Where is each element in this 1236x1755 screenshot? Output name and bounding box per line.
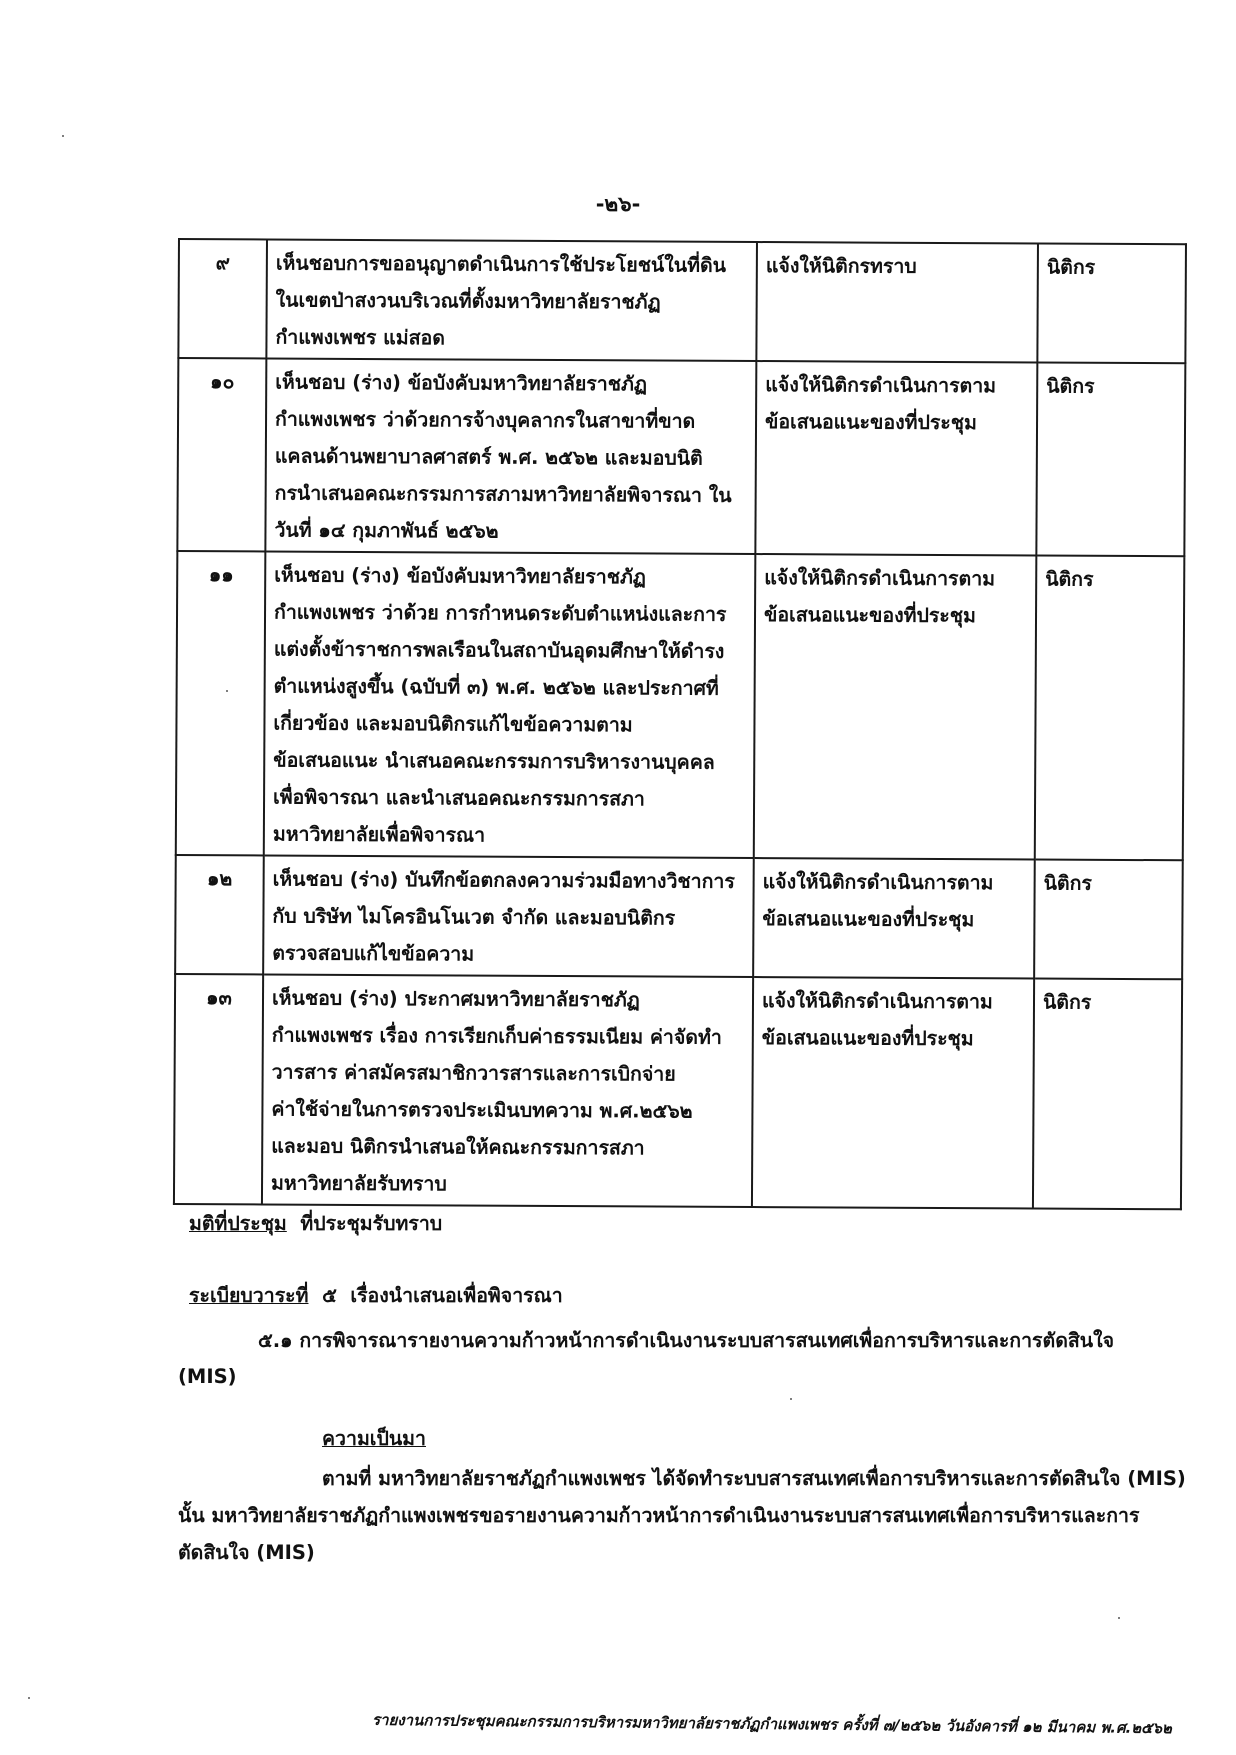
page-number: -๒๖- — [595, 192, 641, 216]
action-line: ข้อเสนอแนะของที่ประชุม — [763, 603, 976, 628]
detail-line: ตำแหน่งสูงขึ้น (ฉบับที่ ๓) พ.ศ. ๒๕๖๒ และประกาศที่ — [273, 674, 719, 700]
table-row — [176, 551, 1185, 860]
row-number: ๑๓ — [174, 974, 263, 1204]
agenda-label: ระเบียบวาระที่ — [189, 1284, 309, 1307]
scan-speck — [62, 135, 64, 137]
row-number: ๑๐ — [177, 358, 266, 551]
detail-line: ค่าใช้จ่ายในการตรวจประเมินบทความ พ.ศ.๒๕๖๒ — [271, 1097, 693, 1123]
detail-line: เพื่อพิจารณา และนำเสนอคณะกรรมการสภา — [273, 785, 645, 811]
detail-line: เห็นชอบ (ร่าง) ข้อบังคับมหาวิทยาลัยราชภัฏ — [275, 370, 648, 396]
resolution — [189, 1208, 442, 1239]
action-line: แจ้งให้นิติกรดำเนินการตาม — [761, 989, 993, 1014]
row-action — [755, 361, 1037, 555]
detail-line: วารสาร ค่าสมัครสมาชิกวารสารและการเบิกจ่าย — [271, 1060, 676, 1086]
scan-speck — [790, 1398, 792, 1400]
minutes-table — [173, 238, 1187, 1210]
table-row — [177, 358, 1185, 556]
detail-line: เกี่ยวข้อง และมอบนิติกรแก้ไขข้อความตาม — [273, 711, 633, 737]
detail-line: แต่งตั้งข้าราชการพลเรือนในสถาบันอุดมศึกษาให้ดำรง — [273, 637, 725, 663]
detail-line: กำแพงเพชร ว่าด้วย การกำหนดระดับตำแหน่งและการ — [273, 600, 727, 626]
action-line: ข้อเสนอแนะของที่ประชุม — [764, 410, 977, 435]
action-line: แจ้งให้นิติกรดำเนินการตาม — [762, 870, 994, 895]
detail-line: กับ บริษัท ไมโครอินโนเวต จำกัด และมอบนิติกร — [272, 904, 676, 930]
row-number: ๙ — [178, 239, 267, 358]
row-number: ๑๑ — [176, 551, 266, 855]
detail-line: ตรวจสอบแก้ไขข้อความ — [272, 941, 475, 966]
agenda-item-5-1 — [178, 1323, 1188, 1395]
detail-line: กำแพงเพชร แม่สอด — [275, 325, 445, 350]
detail-line: มหาวิทยาลัยรับทราบ — [270, 1171, 447, 1196]
action-line: ข้อเสนอแนะของที่ประชุม — [761, 1026, 974, 1051]
row-owner: นิติกร — [1037, 244, 1186, 364]
table-row — [174, 974, 1182, 1209]
resolution-text: ที่ประชุมรับทราบ — [300, 1212, 443, 1235]
row-detail — [262, 974, 753, 1207]
background-line: ตามที่ มหาวิทยาลัยราชภัฏกำแพงเพชร ได้จัดทำระบบสารสนเทศเพื่อการบริหารและการตัดสินใจ (MIS) — [322, 1467, 1186, 1490]
action-line: ข้อเสนอแนะของที่ประชุม — [762, 907, 975, 932]
resolution-label: มติที่ประชุม — [189, 1212, 287, 1235]
detail-line: ข้อเสนอแนะ นำเสนอคณะกรรมการบริหารงานบุคคล — [273, 748, 715, 774]
page-footer: รายงานการประชุมคณะกรรมการบริหารมหาวิทยาลัยราชภัฏกำแพงเพชร ครั้งที่ ๗/๒๕๖๒ วันอังคารที่ ๑๒ มีนาคม พ.ศ.๒๕๖๒ — [371, 1710, 1172, 1738]
background-line: นั้น มหาวิทยาลัยราชภัฏกำแพงเพชรขอรายงานความก้าวหน้าการดำเนินงานระบบสารสนเทศเพื่อการบริหารและการ — [178, 1504, 1140, 1527]
row-detail — [263, 855, 754, 977]
detail-line: และมอบ นิติกรนำเสนอให้คณะกรรมการสภา — [271, 1134, 645, 1160]
detail-line: วันที่ ๑๔ กุมภาพันธ์ ๒๕๖๒ — [274, 518, 499, 543]
table-row — [175, 855, 1183, 979]
detail-line: มหาวิทยาลัยเพื่อพิจารณา — [272, 822, 486, 847]
detail-line: เห็นชอบ (ร่าง) ประกาศมหาวิทยาลัยราชภัฏ — [271, 986, 640, 1012]
detail-line: เห็นชอบ (ร่าง) บันทึกข้อตกลงความร่วมมือทางวิชาการ — [272, 867, 735, 893]
item-title-line: ๕.๑ การพิจารณารายงานความก้าวหน้าการดำเนินงานระบบสารสนเทศเพื่อการบริหารและการตัดสินใจ — [258, 1329, 1115, 1352]
row-number: ๑๒ — [175, 855, 264, 974]
row-owner: นิติกร — [1034, 859, 1183, 979]
row-owner: นิติกร — [1036, 363, 1185, 557]
row-action — [753, 858, 1035, 978]
row-action — [754, 554, 1037, 859]
detail-line: เห็นชอบการขออนุญาตดำเนินการใช้ประโยชน์ในที่ดิน — [275, 251, 727, 277]
scan-speck — [28, 1697, 30, 1699]
detail-line: ในเขตป่าสงวนบริเวณที่ตั้งมหาวิทยาลัยราชภัฏ — [275, 288, 661, 314]
agenda-heading — [189, 1280, 563, 1311]
row-detail — [265, 358, 756, 554]
scan-speck — [1118, 1617, 1120, 1619]
agenda-number: ๕ — [322, 1284, 337, 1307]
row-owner: นิติกร — [1035, 555, 1185, 860]
action-line: แจ้งให้นิติกรดำเนินการตาม — [765, 373, 997, 398]
item-title-line: (MIS) — [178, 1365, 237, 1388]
row-action — [752, 977, 1034, 1208]
background-title: ความเป็นมา — [322, 1427, 426, 1450]
scan-speck — [226, 690, 228, 692]
action-line: แจ้งให้นิติกรทราบ — [765, 254, 917, 278]
row-action — [756, 242, 1038, 362]
agenda-title: เรื่องนำเสนอเพื่อพิจารณา — [350, 1284, 563, 1307]
row-detail — [266, 239, 757, 361]
detail-line: กำแพงเพชร ว่าด้วยการจ้างบุคลากรในสาขาที่ขาด — [274, 407, 696, 433]
row-owner: นิติกร — [1033, 978, 1182, 1209]
detail-line: กรนำเสนอคณะกรรมการสภามหาวิทยาลัยพิจารณา ใน — [274, 481, 732, 507]
detail-line: แคลนด้านพยาบาลศาสตร์ พ.ศ. ๒๕๖๒ และมอบนิติ — [274, 444, 703, 470]
table-row — [178, 239, 1186, 363]
detail-line: เห็นชอบ (ร่าง) ข้อบังคับมหาวิทยาลัยราชภัฏ — [274, 563, 646, 589]
row-detail — [264, 551, 756, 858]
action-line: แจ้งให้นิติกรดำเนินการตาม — [764, 566, 996, 591]
background-body — [178, 1460, 1188, 1571]
background-line: ตัดสินใจ (MIS) — [178, 1541, 315, 1564]
detail-line: กำแพงเพชร เรื่อง การเรียกเก็บค่าธรรมเนียม ค่าจัดทำ — [271, 1023, 722, 1049]
